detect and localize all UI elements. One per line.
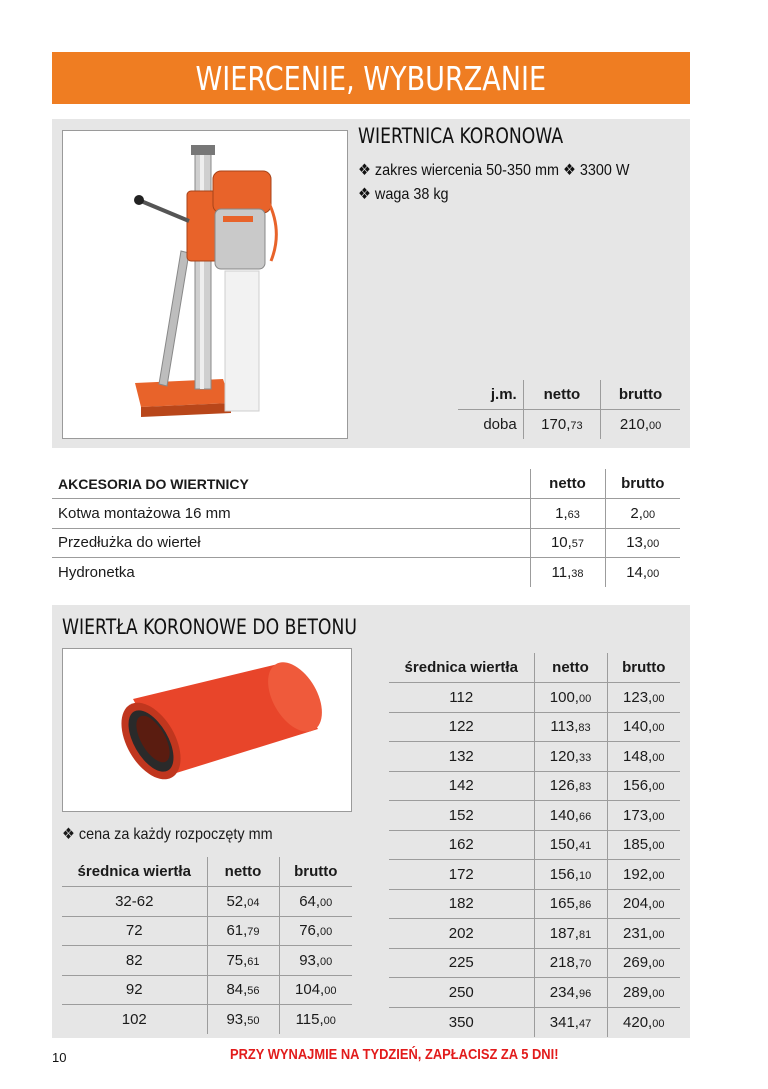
bullet-icon: ❖ — [358, 186, 371, 203]
price-value: 156,00 — [623, 777, 665, 795]
col-netto: netto — [523, 380, 600, 410]
accessories-header: AKCESORIA DO WIERTNICY — [52, 469, 530, 499]
price-value: 148,00 — [623, 747, 665, 765]
table-row: 82 75,61 93,00 — [62, 946, 352, 976]
table-row: 32-62 52,04 64,00 — [62, 887, 352, 917]
price-value: 123,00 — [623, 688, 665, 706]
price-value: 100,00 — [549, 688, 592, 706]
bullet-icon: ❖ — [358, 162, 371, 179]
table-row: 142 126,83 156,00 — [389, 771, 680, 801]
price-value: 165,86 — [549, 895, 592, 913]
price-value: 204,00 — [623, 895, 665, 913]
table-row: 122 113,83 140,00 — [389, 712, 680, 742]
price-value: 218,70 — [549, 954, 592, 972]
price-value: 185,00 — [623, 836, 665, 854]
table-row: 172 156,10 192,00 — [389, 860, 680, 890]
price-value: 120,33 — [549, 747, 592, 765]
price-value: 140,66 — [549, 806, 592, 824]
table-row: 162 150,41 185,00 — [389, 830, 680, 860]
price-value: 113,83 — [550, 718, 591, 736]
table-row: 202 187,81 231,00 — [389, 919, 680, 949]
table-row: doba 170,73 210,00 — [458, 410, 680, 440]
price-value: 173,00 — [623, 806, 665, 824]
product-spec-range: ❖ zakres wiercenia 50-350 mm ❖ 3300 W — [358, 162, 630, 179]
page-title: WIERCENIE, WYBURZANIE — [195, 58, 547, 98]
price-value: 150,41 — [549, 836, 592, 854]
drill-bits-large-table: średnica wiertła netto brutto 112 100,00 123,00 122 113,83 140,00 132 120,33 148,00 142 126,83 156,00 152 140,66 173,00 162 150,41 185,00 172 156,10 192,00 182 165,86 204,00 202 187,81 231,00 225 218,70 269,00 250 234,96 289,00 350 341,47 420,00 — [389, 653, 680, 1037]
core-drill-image — [63, 131, 347, 438]
product-spec-weight: ❖ waga 38 kg — [358, 186, 449, 203]
price-value: 61,79 — [226, 922, 260, 940]
table-row: 152 140,66 173,00 — [389, 801, 680, 831]
price-value: 84,56 — [226, 981, 260, 999]
page-title-banner — [52, 52, 690, 104]
drill-bits-note: ❖ cena za każdy rozpoczęty mm — [62, 826, 273, 843]
table-row: 72 61,79 76,00 — [62, 916, 352, 946]
table-row: Przedłużka do wierteł 10,57 13,00 — [52, 528, 680, 558]
col-unit: j.m. — [458, 380, 523, 410]
price-value: 231,00 — [623, 924, 665, 942]
price-value: 170,73 — [541, 416, 583, 433]
price-value: 234,96 — [549, 983, 592, 1001]
price-value: 11,38 — [551, 564, 584, 581]
core-drill-photo — [62, 130, 348, 439]
price-value: 2,00 — [630, 504, 656, 522]
accessories-table: AKCESORIA DO WIERTNICY netto brutto Kotwa montażowa 16 mm 1,63 2,00 Przedłużka do wierteł 10,57 13,00 Hydronetka 11,38 14,00 — [52, 469, 680, 587]
price-value: 104,00 — [295, 981, 337, 999]
core-bit-image — [63, 649, 351, 811]
table-row: 225 218,70 269,00 — [389, 948, 680, 978]
table-row: 182 165,86 204,00 — [389, 889, 680, 919]
price-value: 64,00 — [299, 892, 333, 910]
table-row: 112 100,00 123,00 — [389, 683, 680, 713]
table-row: Kotwa montażowa 16 mm 1,63 2,00 — [52, 499, 680, 529]
table-row: 132 120,33 148,00 — [389, 742, 680, 772]
table-row: 92 84,56 104,00 — [62, 975, 352, 1005]
price-value: 10,57 — [550, 534, 585, 552]
price-value: 420,00 — [623, 1013, 665, 1031]
table-row: Hydronetka 11,38 14,00 — [52, 558, 680, 588]
drill-bits-title: WIERTŁA KORONOWE DO BETONU — [62, 615, 357, 639]
price-value: 126,83 — [549, 777, 592, 795]
product-title: WIERTNICA KORONOWA — [358, 124, 564, 148]
price-value: 75,61 — [226, 951, 260, 969]
price-value: 93,00 — [299, 951, 333, 969]
col-brutto: brutto — [601, 380, 680, 410]
price-value: 115,00 — [295, 1011, 336, 1028]
price-value: 76,00 — [299, 922, 333, 940]
drill-bits-small-table: średnica wiertła netto brutto 32-62 52,04 64,00 72 61,79 76,00 82 75,61 93,00 92 84,56 104,00 102 93,50 115,00 — [62, 857, 352, 1034]
table-row: 350 341,47 420,00 — [389, 1007, 680, 1037]
price-value: 1,63 — [555, 504, 580, 522]
price-value: 13,00 — [626, 534, 660, 552]
promo-message: PRZY WYNAJMIE NA TYDZIEŃ, ZAPŁACISZ ZA 5 DNI! — [230, 1046, 559, 1063]
price-value: 14,00 — [626, 564, 660, 581]
price-value: 192,00 — [623, 865, 665, 883]
price-value: 156,10 — [549, 865, 592, 883]
table-row: 102 93,50 115,00 — [62, 1005, 352, 1035]
page-number: 10 — [52, 1050, 67, 1065]
price-value: 341,47 — [549, 1013, 592, 1031]
product-price-table — [458, 380, 680, 439]
price-value: 52,04 — [226, 892, 260, 910]
price-value: 289,00 — [623, 983, 665, 1001]
price-value: 210,00 — [619, 416, 662, 433]
price-value: 269,00 — [623, 954, 665, 972]
bullet-icon: ❖ — [62, 826, 75, 843]
core-bit-photo — [62, 648, 352, 812]
table-row: 250 234,96 289,00 — [389, 978, 680, 1008]
price-value: 140,00 — [623, 718, 665, 736]
price-value: 93,50 — [226, 1011, 260, 1028]
price-value: 187,81 — [549, 924, 592, 942]
